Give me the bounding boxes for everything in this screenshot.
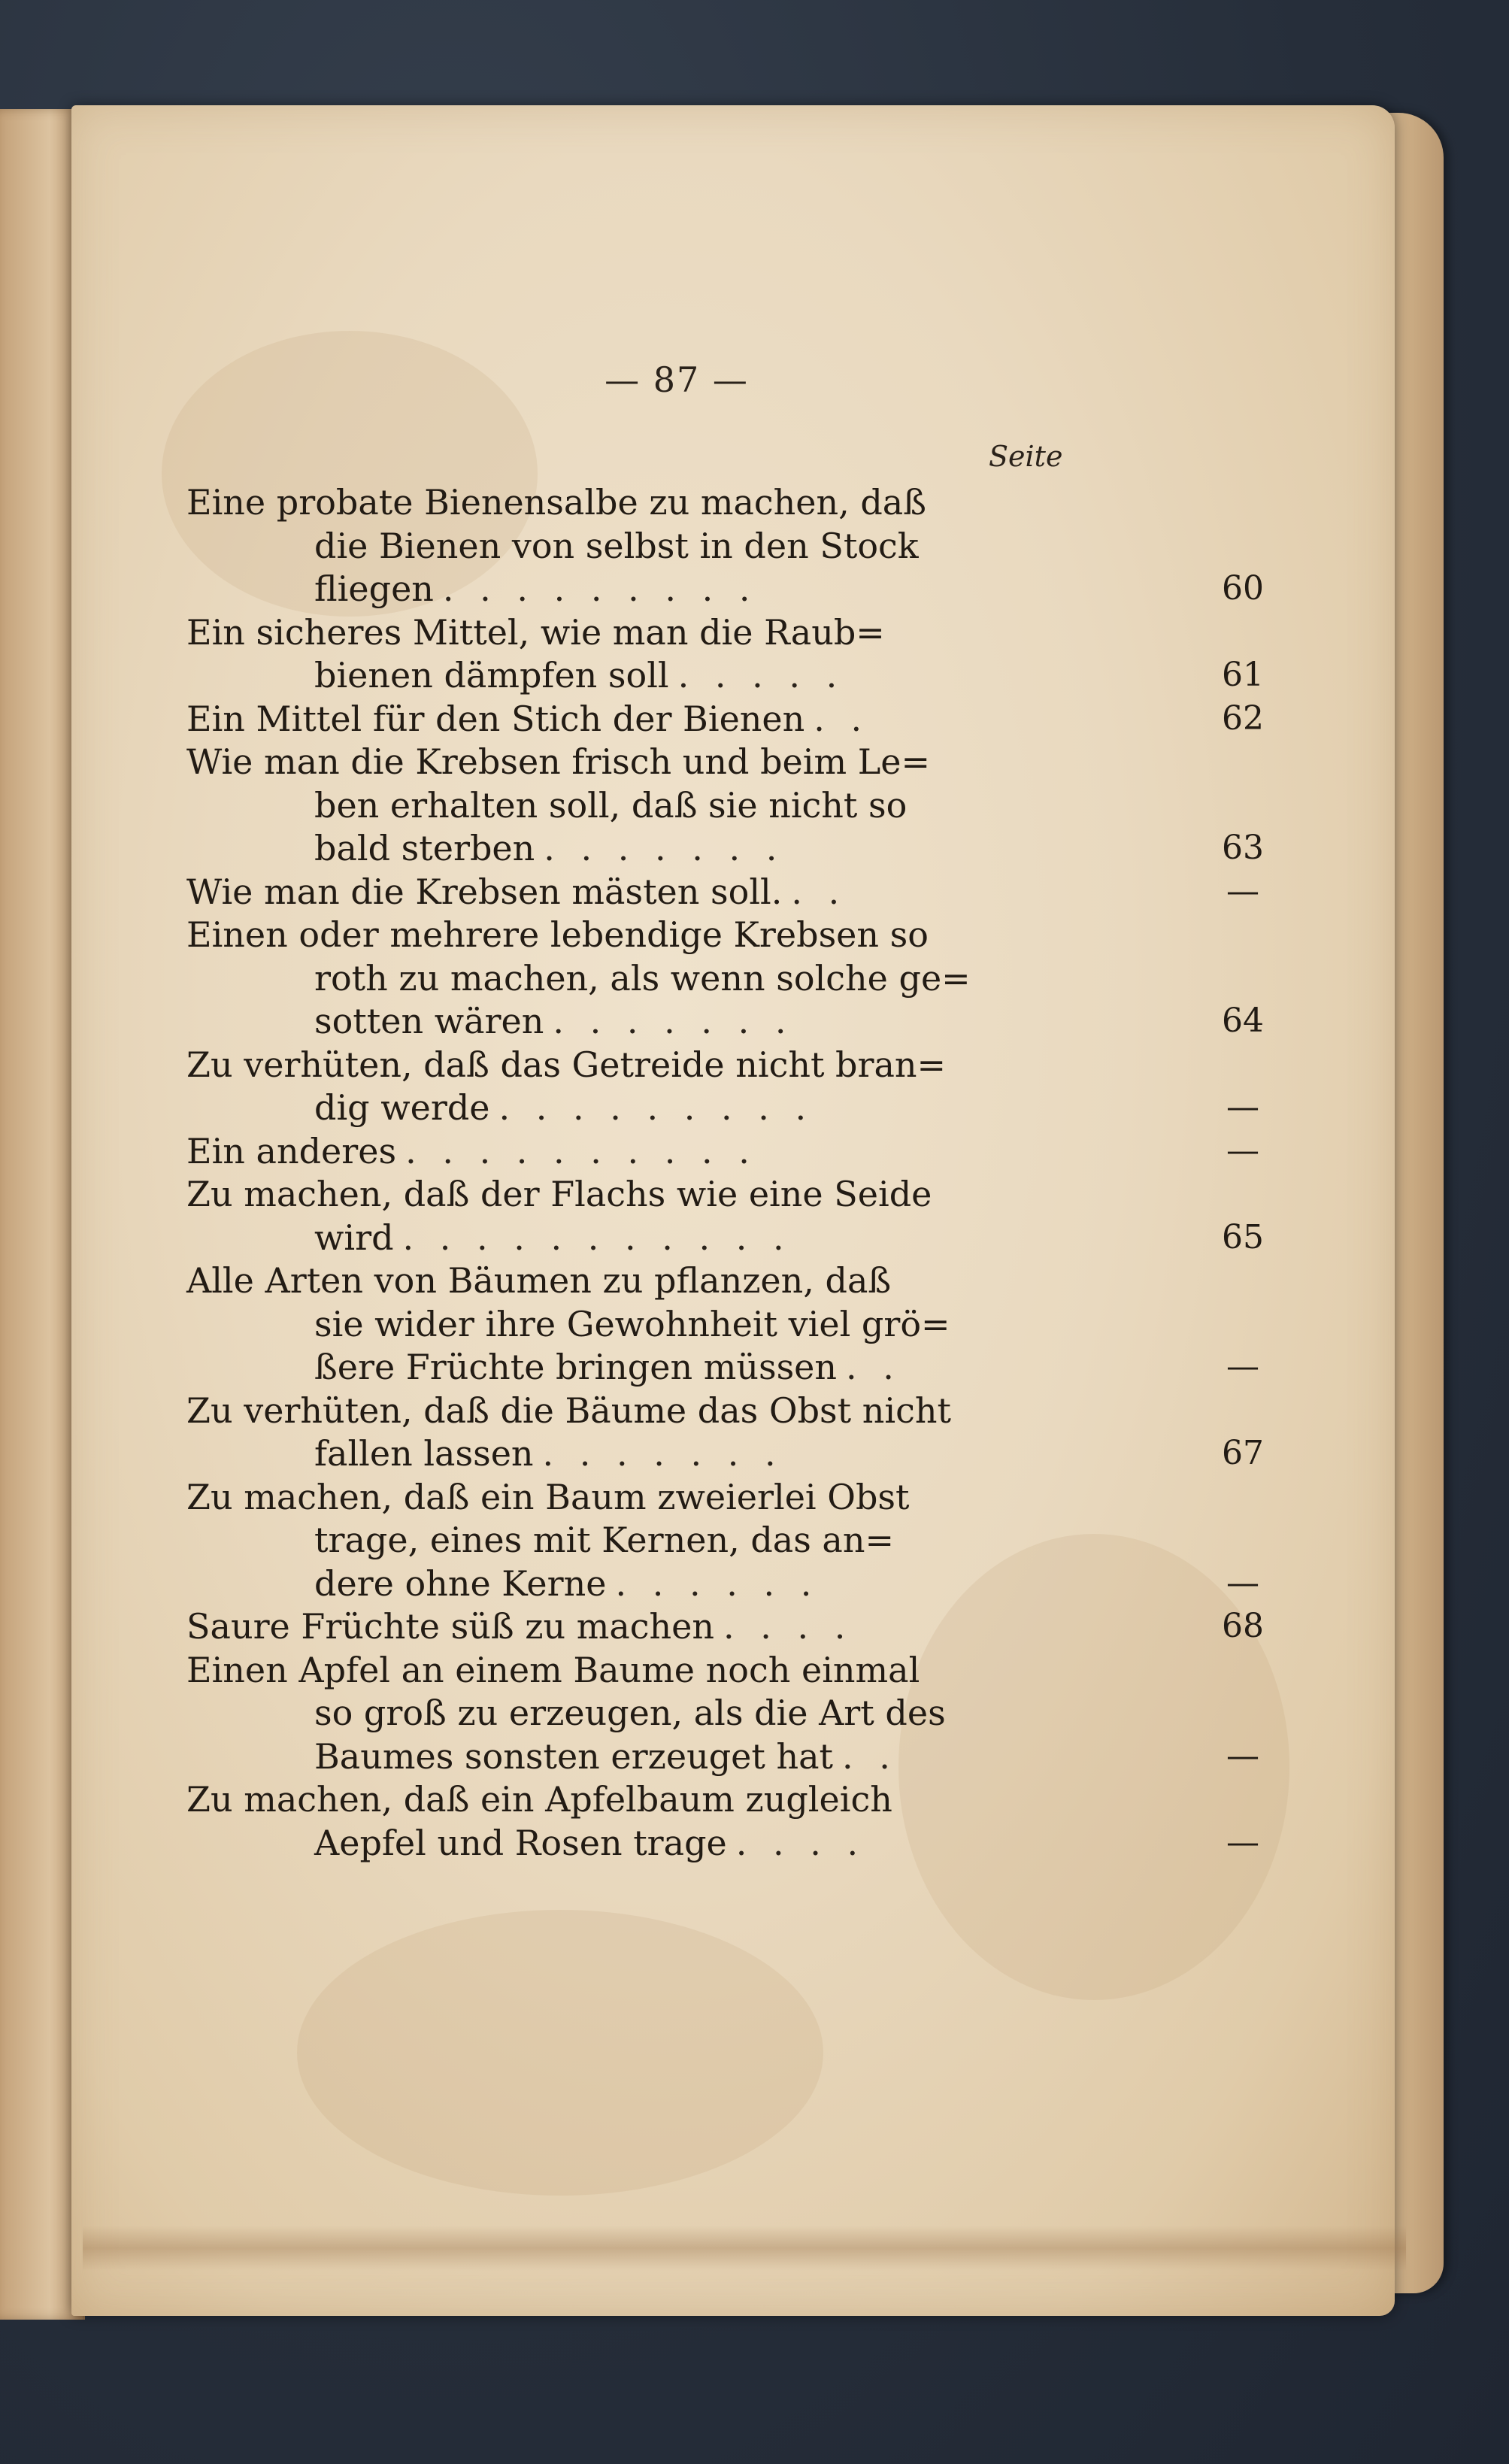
dot-leader: . . . . . . . <box>542 1433 783 1474</box>
toc-entry-continuation <box>314 1692 946 1734</box>
toc-entry-text: Zu verhüten, daß die Bäume das Obst nicht <box>186 1390 951 1431</box>
toc-entry-title <box>186 611 885 653</box>
toc-entry-title <box>186 1778 892 1820</box>
toc-page-number: 61 <box>1222 656 1264 694</box>
toc-page-number: — <box>1226 1563 1259 1602</box>
toc-page-number: — <box>1226 1131 1259 1170</box>
toc-page-number: — <box>1226 1088 1259 1126</box>
toc-entry-continuation <box>314 1562 819 1605</box>
toc-entry-text: wird <box>314 1217 394 1258</box>
toc-entry-text: Wie man die Krebsen mästen soll. <box>186 871 783 912</box>
toc-page-number: 63 <box>1222 829 1264 867</box>
dot-leader: . . . . <box>735 1822 866 1863</box>
paper-stain <box>297 1910 823 2196</box>
toc-entry-text: Wie man die Krebsen frisch und beim Le= <box>186 741 931 782</box>
toc-entry-text: Einen oder mehrere lebendige Krebsen so <box>186 914 929 955</box>
toc-entry-continuation <box>314 1519 894 1561</box>
toc-entry-continuation <box>314 1000 793 1042</box>
toc-entry-title <box>186 481 926 523</box>
toc-entry-text: Zu machen, daß ein Apfelbaum zugleich <box>186 1779 892 1820</box>
toc-entry-continuation <box>314 654 844 696</box>
toc-entry-text: Ein anderes <box>186 1130 397 1171</box>
toc-page-number: — <box>1226 1823 1259 1862</box>
page-bottom-shadow <box>83 2226 1406 2271</box>
dot-leader: . . . . . . . <box>544 828 785 868</box>
toc-entry-text: dere ohne Kerne <box>314 1562 607 1604</box>
dot-leader: . . <box>846 1347 901 1387</box>
toc-entry-text: sie wider ihre Gewohnheit viel grö= <box>314 1303 950 1344</box>
toc-entry-title <box>186 1173 932 1215</box>
toc-page-number: — <box>1226 1347 1259 1386</box>
toc-page-number: — <box>1226 871 1259 911</box>
dot-leader: . . . . . . . <box>553 1001 794 1041</box>
toc-entry-title <box>186 1130 757 1172</box>
toc-page-number: 68 <box>1222 1607 1264 1645</box>
toc-entry-title <box>186 914 929 956</box>
toc-entry-title <box>186 1605 853 1647</box>
toc-entry-title <box>186 698 869 740</box>
toc-entry-text: Aepfel und Rosen trage <box>314 1822 727 1863</box>
toc-entry-text: Zu verhüten, daß das Getreide nicht bran= <box>186 1044 947 1085</box>
toc-entry-text: ben erhalten soll, daß sie nicht so <box>314 784 908 826</box>
toc-entry-text: fliegen <box>314 568 434 609</box>
toc-entry-title <box>186 1259 891 1302</box>
dot-leader: . . . . . . . . . <box>498 1087 814 1128</box>
toc-entry-text: trage, eines mit Kernen, das an= <box>314 1520 895 1560</box>
toc-entry-text: Ein Mittel für den Stich der Bienen <box>186 698 805 739</box>
toc-entry-continuation <box>314 1087 814 1129</box>
toc-page-number: 62 <box>1222 699 1264 738</box>
dot-leader: . . <box>791 871 847 912</box>
toc-entry-continuation <box>314 827 784 869</box>
dot-leader: . . . . . . . . . . . <box>402 1217 792 1258</box>
toc-entry-text: roth zu machen, als wenn solche ge= <box>314 957 971 999</box>
toc-entry-text: bienen dämpfen soll <box>314 655 669 696</box>
toc-entry-title <box>186 1649 920 1691</box>
toc-entry-continuation <box>314 1822 865 1864</box>
dot-leader: . . . . . <box>677 655 845 696</box>
toc-entry-title <box>186 741 930 783</box>
dot-leader: . . <box>842 1735 898 1777</box>
toc-entry-text: Alle Arten von Bäumen zu pflanzen, daß <box>186 1260 892 1301</box>
toc-entry-text: bald sterben <box>314 828 535 868</box>
toc-entry-title <box>186 1390 951 1432</box>
toc-entry-text: Einen Apfel an einem Baume noch einmal <box>186 1649 920 1690</box>
toc-page-number: 60 <box>1222 569 1264 608</box>
toc-entry-continuation <box>314 1432 783 1474</box>
toc-entry-continuation <box>314 957 971 999</box>
toc-entry-text: so groß zu erzeugen, als die Art des <box>314 1693 946 1733</box>
column-header: Seite <box>989 440 1063 473</box>
dot-leader: . . . . <box>723 1606 853 1647</box>
toc-page-number: 65 <box>1222 1217 1264 1256</box>
toc-entry-text: dig werde <box>314 1087 490 1128</box>
toc-entry-text: Zu machen, daß ein Baum zweierlei Obst <box>186 1476 910 1517</box>
dot-leader: . . <box>814 698 870 739</box>
toc-entry-continuation <box>314 1303 950 1345</box>
toc-entry-continuation <box>314 568 758 610</box>
toc-entry-title <box>186 871 847 913</box>
toc-entry-title <box>186 1044 946 1086</box>
page-number: — 87 — <box>605 359 749 400</box>
toc-entry-continuation <box>314 525 919 567</box>
toc-entry-text: sotten wären <box>314 1001 544 1041</box>
toc-entry-text: ßere Früchte bringen müssen <box>314 1347 838 1387</box>
dot-leader: . . . . . . . . . . <box>405 1130 757 1171</box>
toc-entry-text: Baumes sonsten erzeuget hat <box>314 1735 834 1777</box>
toc-entry-continuation <box>314 1217 792 1259</box>
toc-entry-text: fallen lassen <box>314 1433 534 1474</box>
toc-entry-text: Zu machen, daß der Flachs wie eine Seide <box>186 1174 932 1214</box>
toc-entry-text: Ein sicheres Mittel, wie man die Raub= <box>186 611 885 653</box>
toc-page-number: 67 <box>1222 1434 1264 1472</box>
toc-entry-text: Eine probate Bienensalbe zu machen, daß <box>186 482 926 523</box>
dot-leader: . . . . . . <box>615 1562 820 1604</box>
toc-entry-title <box>186 1476 910 1518</box>
dot-leader: . . . . . . . . . <box>442 568 758 609</box>
toc-entry-continuation <box>314 1735 898 1778</box>
toc-entry-continuation <box>314 784 907 826</box>
toc-entry-text: Saure Früchte süß zu machen <box>186 1606 714 1647</box>
toc-entry-continuation <box>314 1346 901 1388</box>
toc-page-number: — <box>1226 1736 1259 1775</box>
toc-entry-text: die Bienen von selbst in den Stock <box>314 525 919 566</box>
toc-page-number: 64 <box>1222 1002 1264 1040</box>
